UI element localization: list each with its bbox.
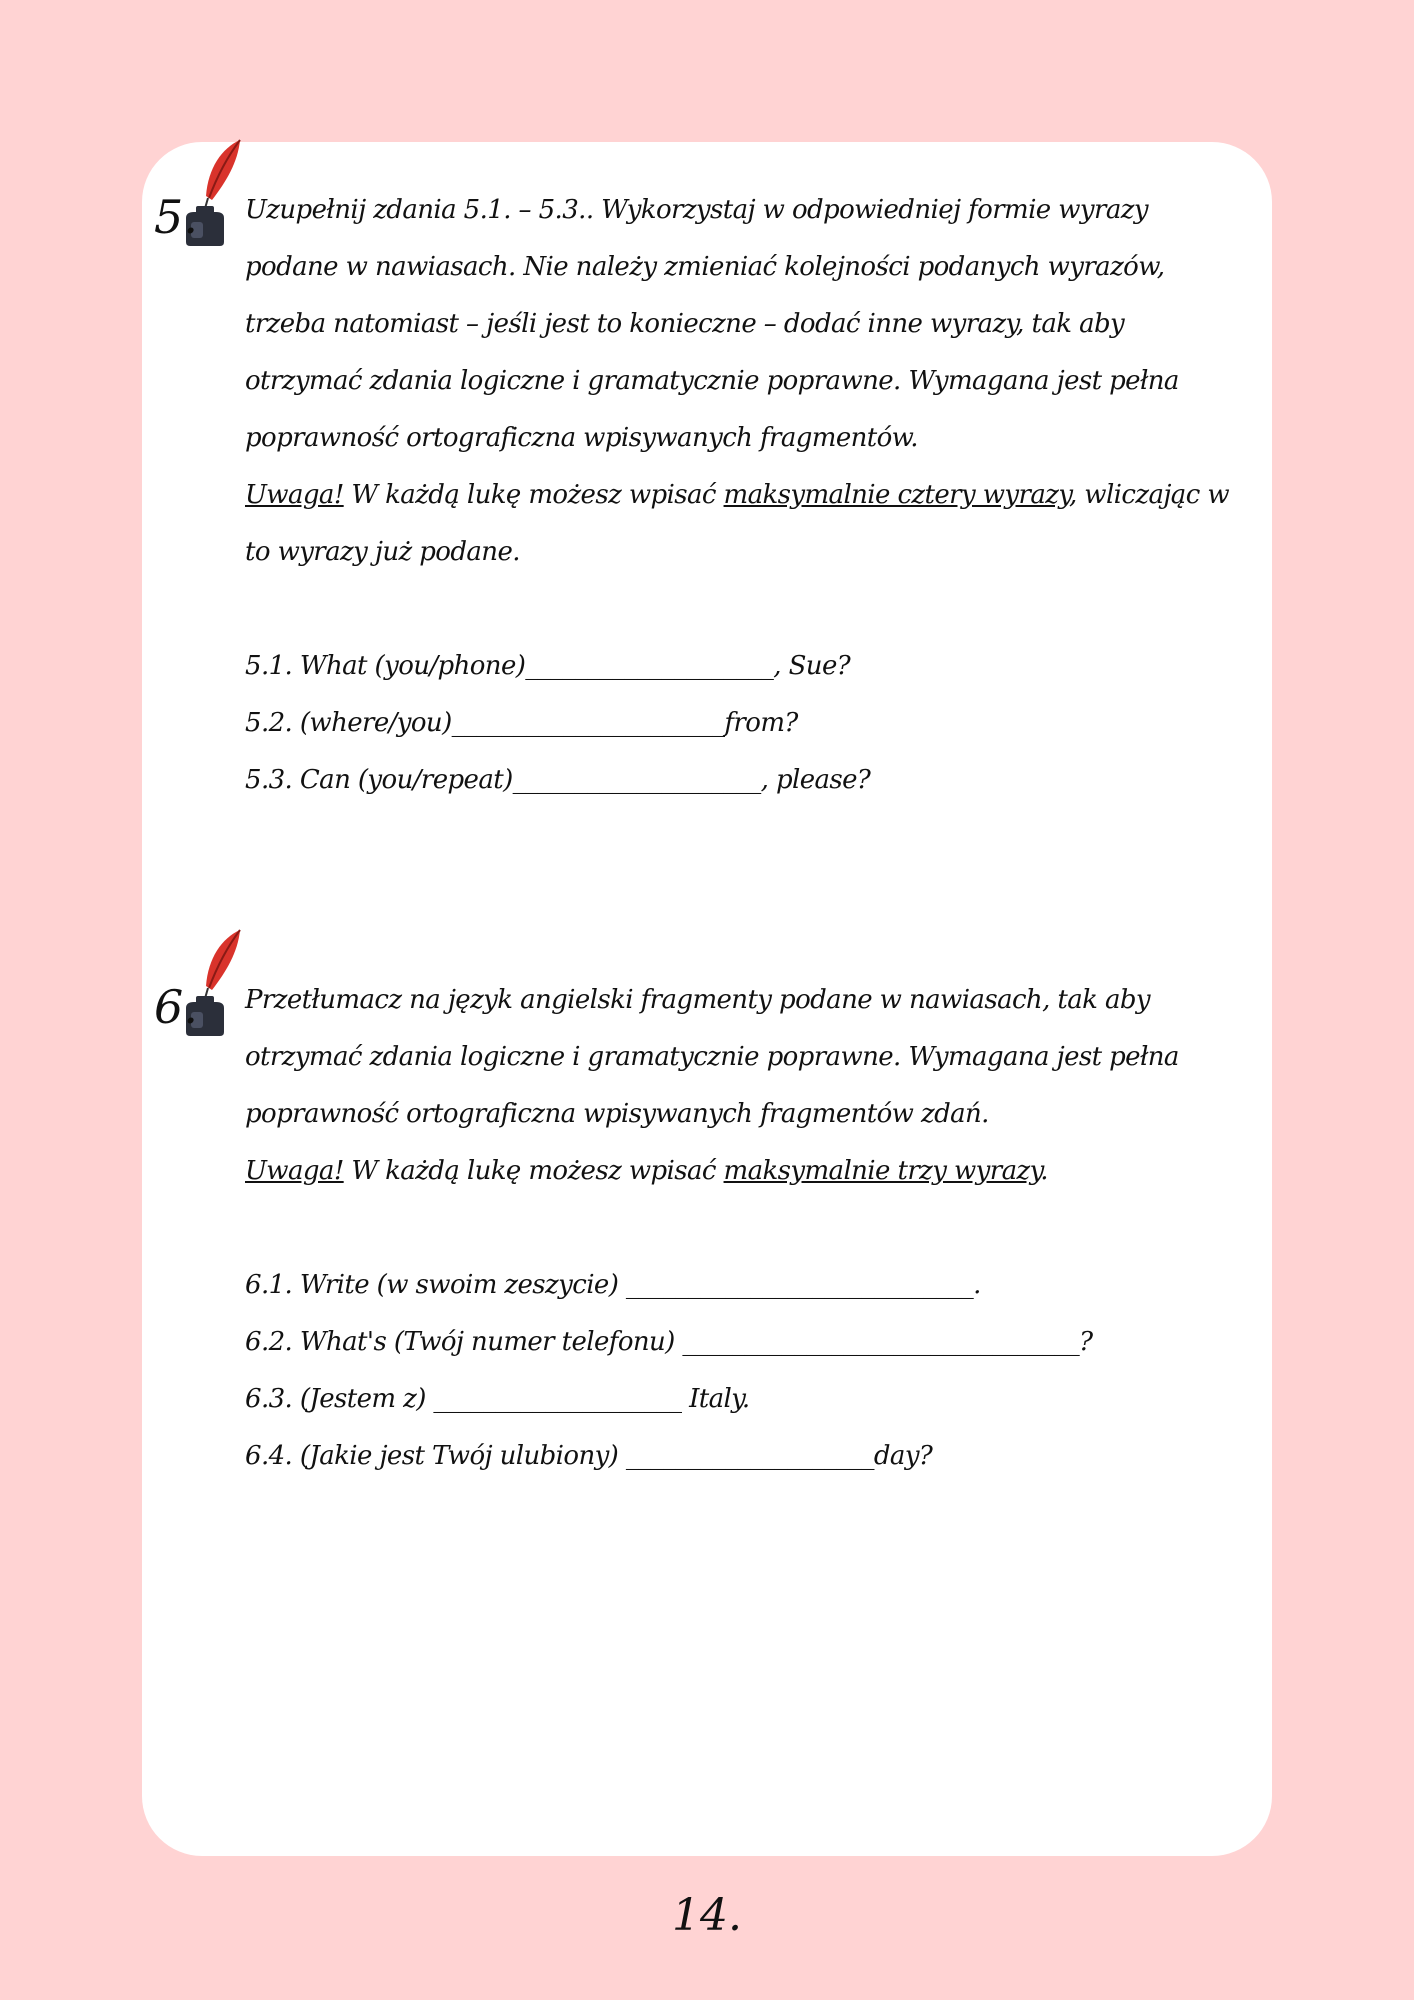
note-text-end: . bbox=[1040, 1156, 1048, 1186]
item-list bbox=[245, 638, 1245, 809]
page-number: 14. bbox=[672, 1890, 742, 1941]
exercise-number: 6. bbox=[154, 980, 198, 1034]
list-item: 6.1. Write (w swoim zeszycie) ____________________________. bbox=[245, 1270, 981, 1300]
note-label: Uwaga! bbox=[245, 1156, 344, 1186]
note-limit: maksymalnie cztery wyrazy bbox=[723, 480, 1069, 510]
list-item: 6.4. (Jakie jest Twój ulubiony) ____________________day? bbox=[245, 1441, 933, 1471]
worksheet-card bbox=[142, 142, 1272, 1856]
list-item: 6.2. What's (Twój numer telefonu) ________________________________? bbox=[245, 1327, 1093, 1357]
exercise-body bbox=[245, 182, 1245, 809]
note-text: W każdą lukę możesz wpisać bbox=[343, 480, 724, 510]
list-item: 6.3. (Jestem z) ____________________ Italy. bbox=[245, 1384, 750, 1414]
note-limit: maksymalnie trzy wyrazy bbox=[723, 1156, 1041, 1186]
note-text-end: , wliczając w to wyrazy już podane. bbox=[245, 480, 1229, 567]
item-list bbox=[245, 1257, 1245, 1485]
note bbox=[245, 1143, 1245, 1200]
exercise-body bbox=[245, 972, 1245, 1485]
list-item: 5.3. Can (you/repeat)____________________, please? bbox=[245, 765, 871, 795]
note-text: W każdą lukę możesz wpisać bbox=[343, 1156, 724, 1186]
instruction-text: Przetłumacz na język angielski fragmenty podane w nawiasach, tak aby otrzymać zdania logiczne i gramatycznie poprawne. Wymagana jest pełna poprawność ortograficzna wpisywanych fragmentów zdań. bbox=[245, 985, 1179, 1129]
list-item: 5.2. (where/you)______________________from? bbox=[245, 708, 798, 738]
note-label: Uwaga! bbox=[245, 480, 344, 510]
instruction-text: Uzupełnij zdania 5.1. – 5.3.. Wykorzystaj w odpowiedniej formie wyrazy podane w nawiasach. Nie należy zmieniać kolejności podanych wyrazów, trzeba natomiast – jeśli jest to konieczne – dodać inne wyrazy, tak aby otrzymać zdania logiczne i gramatycznie poprawne. Wymagana jest pełna poprawność ortograficzna wpisywanych fragmentów. bbox=[245, 195, 1179, 453]
note bbox=[245, 467, 1245, 581]
exercise-number: 5. bbox=[154, 190, 198, 244]
list-item: 5.1. What (you/phone)____________________, Sue? bbox=[245, 651, 851, 681]
